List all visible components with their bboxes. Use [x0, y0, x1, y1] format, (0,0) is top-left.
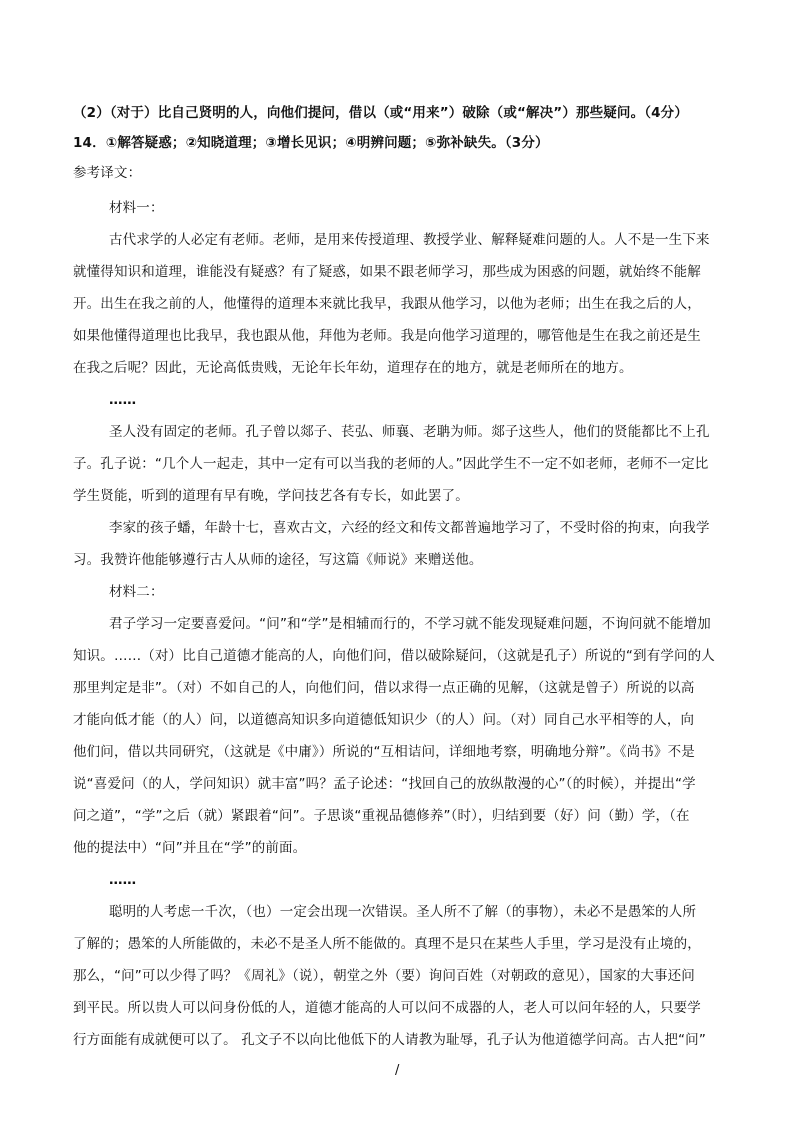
translation-heading: 参考译文：	[73, 165, 142, 181]
paragraph-line: 到平民。所以贵人可以问身份低的人，道德才能高的人可以问不成器的人，老人可以问年轻的人，只要学	[73, 1000, 701, 1016]
paragraph-line: 他们问，借以共同研究，（这就是《中庸》）所说的“互相诘问，详细地考察，明确地分辩”。《尚书》不是	[73, 744, 695, 760]
paragraph-line: 学生贤能，听到的道理有早有晚，学问技艺各有专长，如此罢了。	[73, 488, 469, 504]
paragraph-line: 那么，“问”可以少得了吗？《周礼》（说），朝堂之外（要）询问百姓（对朝政的意见），国家的大事还问	[73, 968, 695, 984]
paragraph-line: 行方面能有成就便可以了。 孔文子不以向比他低下的人请教为耻辱，孔子认为他道德学问高。古人把“问”	[73, 1032, 706, 1048]
paragraph-line: 古代求学的人必定有老师。老师，是用来传授道理、教授学业、解释疑难问题的人。人不是一生下来	[109, 232, 710, 248]
paragraph-line: 才能向低才能（的人）问，以道德高知识多向道德低知识少（的人）问。（对）同自己水平相等的人，向	[73, 712, 695, 728]
paragraph-line: 了解的；愚笨的人所能做的，未必不是圣人所不能做的。真理不是只在某些人手里，学习是没有止境的，	[73, 936, 701, 952]
paragraph-line: 聪明的人考虑一千次，（也）一定会出现一次错误。圣人所不了解（的事物），未必不是愚笨的人所	[109, 904, 697, 920]
ellipsis: ……	[109, 872, 137, 888]
paragraph-line: 习。我赞许他能够遵行古人从师的途径，写这篇《师说》来赠送他。	[73, 552, 483, 568]
page-marker: /	[395, 1063, 400, 1078]
material-2-label: 材料二：	[109, 584, 164, 600]
paragraph-line: 就懂得知识和道理，谁能没有疑惑？有了疑惑，如果不跟老师学习，那些成为困惑的问题，就始终不能解	[73, 264, 701, 280]
paragraph-line: 在我之后呢？因此，无论高低贵贱，无论年长年幼，道理存在的地方，就是老师所在的地方。	[73, 360, 633, 376]
paragraph-line: 李家的孩子蟠，年龄十七，喜欢古文，六经的经文和传文都普遍地学习了，不受时俗的拘束，向我学	[109, 520, 710, 536]
paragraph-line: 那里判定是非”。（对）不如自己的人，向他们问，借以求得一点正确的见解，（这就是曾子）所说的以高	[73, 680, 695, 696]
paragraph-line: 圣人没有固定的老师。孔子曾以郯子、苌弘、师襄、老聃为师。郯子这些人，他们的贤能都比不上孔	[109, 424, 710, 440]
paragraph-line: 他的提法中）“问”并且在“学”的前面。	[73, 840, 307, 856]
paragraph-line: 问之道”，“学”之后（就）紧跟着“问”。子思谈“重视品德修养”（时），归结到要（好）问（勤）学，（在	[73, 808, 690, 824]
answer-item-14: 14．①解答疑惑；②知晓道理；③增长见识；④明辨问题；⑤弥补缺失。（3分）	[73, 135, 549, 151]
answer-item-2: （2）（对于）比自己贤明的人，向他们提问，借以（或“用来”）破除（或“解决”）那些疑问。（4分）	[73, 105, 688, 121]
material-1-label: 材料一：	[109, 200, 164, 216]
paragraph-line: 知识。……（对）比自己道德才能高的人，向他们问，借以破除疑问，（这就是孔子）所说的“到有学问的人	[73, 648, 715, 664]
paragraph-line: 开。出生在我之前的人，他懂得的道理本来就比我早，我跟从他学习，以他为老师；出生在我之后的人，	[73, 296, 701, 312]
paragraph-line: 子。孔子说：“几个人一起走，其中一定有可以当我的老师的人。”因此学生不一定不如老师，老师不一定比	[73, 456, 709, 472]
paragraph-line: 君子学习一定要喜爱问。“问”和“学”是相辅而行的，不学习就不能发现疑难问题，不询问就不能增加	[109, 616, 711, 632]
paragraph-line: 说“喜爱问（的人，学问知识）就丰富”吗？孟子论述：“找回自己的放纵散漫的心”（的时候），并提出“学	[73, 776, 696, 792]
ellipsis: ……	[109, 392, 137, 408]
paragraph-line: 如果他懂得道理也比我早，我也跟从他，拜他为老师。我是向他学习道理的，哪管他是生在我之前还是生	[73, 328, 701, 344]
